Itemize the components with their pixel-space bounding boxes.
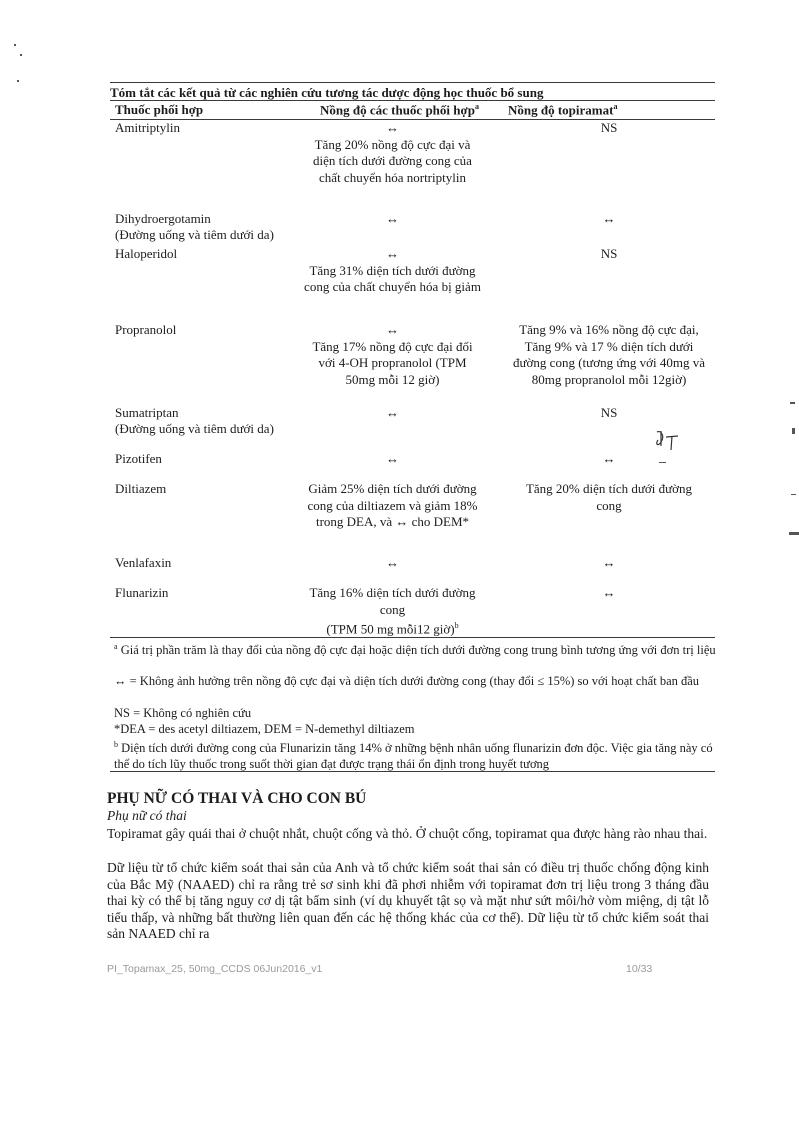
- table-row-coadmin: Tăng 16% diện tích dưới đường cong (TPM 50 mg mỗi12 giờ)$^b$: [309, 585, 476, 637]
- table-row-drug: Haloperidol: [115, 246, 178, 261]
- footer-doc-id: PI_Topamax_25, 50mg_CCDS 06Jun2016_v1: [107, 963, 323, 975]
- footer-page-number: 10/33: [626, 963, 653, 975]
- table-row-coadmin: ↔: [386, 451, 399, 466]
- paragraph-1: Topiramat gây quái thai ở chuột nhắt, chuột cống và thỏ. Ở chuột cống, topiramat qua được hàng rào nhau thai.: [107, 826, 708, 841]
- scan-speck: [659, 462, 666, 463]
- handwritten-initials: [652, 428, 684, 456]
- section-heading: PHỤ NỮ CÓ THAI VÀ CHO CON BÚ: [107, 790, 367, 807]
- footnote-a: $^a$ Giá trị phần trăm là thay đổi của nồng độ cực đại hoặc diện tích dưới đường cong trung bình tương ứng với đơn trị liệu: [114, 642, 716, 658]
- table-row-coadmin: ↔: [386, 555, 399, 570]
- table-row-drug: Sumatriptan (Đường uống và tiêm dưới da): [115, 405, 274, 436]
- table-row-topiramate: Tăng 20% diện tích dưới đường cong: [525, 481, 693, 513]
- table-row-coadmin: ↔: [386, 211, 399, 226]
- table-row-drug: Venlafaxin: [115, 555, 172, 570]
- header-drug: Thuốc phối hợp: [115, 102, 204, 117]
- table-row-coadmin: ↔ Tăng 31% diện tích dưới đường cong của chất chuyển hóa bị giảm: [304, 246, 481, 294]
- table-row-coadmin: ↔: [386, 405, 399, 420]
- table-row-drug: Flunarizin: [115, 585, 169, 600]
- scan-speck: [791, 494, 796, 495]
- scan-speck: [789, 532, 799, 535]
- table-row-coadmin: ↔ Tăng 20% nồng độ cực đại và diện tích dưới đường cong của chất chuyển hóa nortriptylin: [313, 120, 472, 185]
- footnote-dea: *DEA = des acetyl diltiazem, DEM = N-demethyl diltiazem: [114, 722, 415, 736]
- table-caption: Tóm tắt các kết quả từ các nghiên cứu tương tác dược động học thuốc bổ sung: [110, 85, 544, 100]
- table-row-topiramate: NS: [600, 405, 618, 420]
- footnote-ns: NS = Không có nghiên cứu: [114, 706, 252, 720]
- table-row-topiramate: ↔: [602, 211, 616, 226]
- table-row-topiramate: Tăng 9% và 16% nồng độ cực đại, Tăng 9% và 17 % diện tích dưới đường cong (tương ứng với 40mg và 80mg propranolol mỗi 12giờ): [513, 322, 705, 387]
- paragraph-2: Dữ liệu từ tổ chức kiểm soát thai sản của Anh và tổ chức kiểm soát thai sản có điều trị thuốc chống động kinh của Bắc Mỹ (NAAED) chỉ ra rằng trẻ sơ sinh khi đã phơi nhiễm với topiramat đơn trị liệu trong 3 tháng đầu thai kỳ có thể bị tăng nguy cơ dị tật bẩm sinh (ví dụ khuyết tật sọ và mặt như sứt môi/hở vòm miệng, dị tật lỗ tiểu thấp, và những bất thường liên quan đến các hệ thống khác của cơ thể). Dữ liệu từ tổ chức kiểm soát thai sản NAAED chỉ ra: [107, 860, 709, 941]
- table-top-rule: [110, 82, 715, 83]
- scan-speck: [20, 54, 22, 56]
- table-row-coadmin: ↔ Tăng 17% nồng độ cực đại đối với 4-OH propranolol (TPM 50mg mỗi 12 giờ): [312, 322, 473, 387]
- scan-speck: [17, 80, 19, 82]
- header-coadmin-concentration: Nồng độ các thuốc phối hợp$^a$: [320, 102, 479, 118]
- footnote-b: $^b$ Diện tích dưới đường cong của Flunarizin tăng 14% ở những bệnh nhân uống flunarizin đơn độc. Việc gia tăng này có thể do tích lũy thuốc trong suốt thời gian đạt được trạng thái ổn định trong huyết tương: [114, 740, 713, 772]
- scan-speck: [14, 44, 16, 46]
- table-row-drug: Amitriptylin: [115, 120, 180, 135]
- footnote-arrow: ↔ = Không ảnh hưởng trên nồng độ cực đại và diện tích dưới đường cong (thay đổi ≤ 15%) so với hoạt chất ban đầu: [114, 674, 700, 688]
- table-row-topiramate: ↔: [602, 585, 616, 600]
- scan-speck: [792, 428, 795, 434]
- header-topiramate-concentration: Nồng độ topiramat$^a$: [508, 102, 618, 118]
- table-row-topiramate: ↔: [602, 555, 616, 570]
- table-row-drug: Dihydroergotamin (Đường uống và tiêm dưới da): [115, 211, 274, 242]
- table-row-topiramate: NS: [600, 246, 618, 261]
- table-row-drug: Propranolol: [115, 322, 177, 337]
- section-subheading: Phụ nữ có thai: [107, 808, 187, 823]
- table-row-drug: Pizotifen: [115, 451, 162, 466]
- table-row-coadmin: Giảm 25% diện tích dưới đường cong của diltiazem và giảm 18% trong DEA, và ↔ cho DEM*: [307, 481, 478, 529]
- table-row-topiramate: NS: [600, 120, 618, 135]
- table-row-topiramate: ↔: [602, 451, 616, 466]
- scan-speck: [790, 402, 795, 404]
- table-row-drug: Diltiazem: [115, 481, 167, 496]
